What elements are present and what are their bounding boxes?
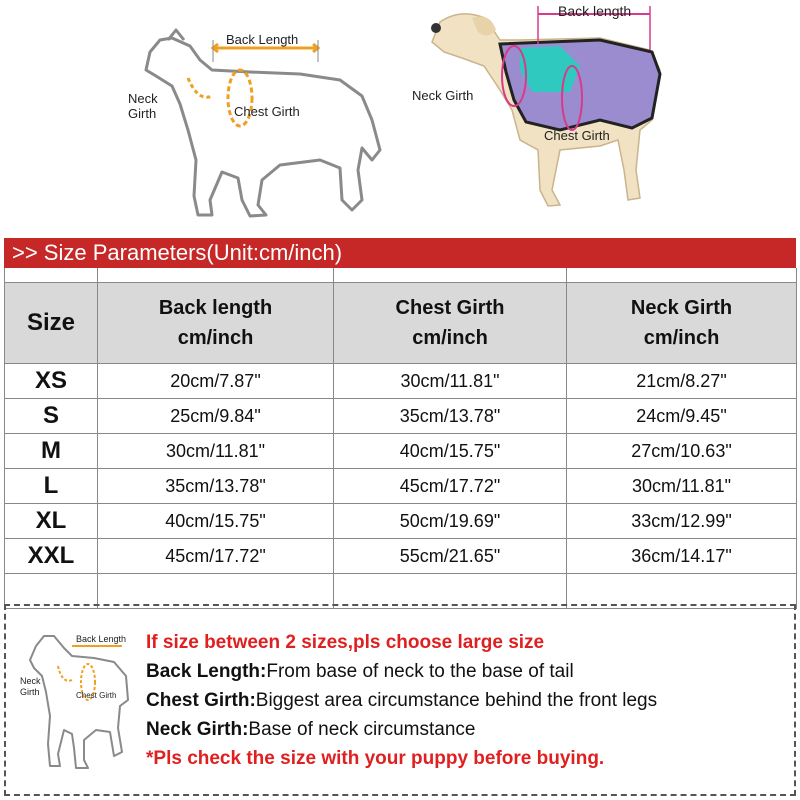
right-neck-label: Neck Girth <box>412 88 474 103</box>
header-neck-girth <box>567 283 797 364</box>
size-cell: XS <box>5 364 98 399</box>
notes-text <box>146 628 786 773</box>
neck-girth-text: Base of neck circumstance <box>248 719 476 740</box>
check-size-warning: *Pls check the size with your puppy before buying. <box>146 748 605 769</box>
left-chest-label: Chest Girth <box>234 104 300 119</box>
back-cell: 20cm/7.87" <box>98 364 334 399</box>
chest-girth-title: Chest Girth: <box>146 690 256 711</box>
size-parameters-banner: >> Size Parameters(Unit:cm/inch) <box>4 238 796 268</box>
left-neck-label-2: Girth <box>128 106 157 121</box>
chest-cell: 30cm/11.81" <box>334 364 567 399</box>
neck-girth-note <box>146 715 786 744</box>
neck-cell: 36cm/14.17" <box>567 539 797 574</box>
neck-cell: 24cm/9.45" <box>567 399 797 434</box>
neck-cell: 27cm/10.63" <box>567 434 797 469</box>
top-illustrations <box>0 0 800 232</box>
table-row <box>5 364 797 399</box>
size-cell: S <box>5 399 98 434</box>
chest-cell: 40cm/15.75" <box>334 434 567 469</box>
back-cell: 25cm/9.84" <box>98 399 334 434</box>
size-cell: M <box>5 434 98 469</box>
header-back-length <box>98 283 334 364</box>
table-row <box>5 399 797 434</box>
back-length-note <box>146 657 786 686</box>
header-chest-girth <box>334 283 567 364</box>
header-chest-line2: cm/inch <box>412 327 488 349</box>
chest-cell: 45cm/17.72" <box>334 469 567 504</box>
neck-cell: 21cm/8.27" <box>567 364 797 399</box>
header-neck-line2: cm/inch <box>643 327 720 349</box>
measuring-notes-panel <box>4 604 796 796</box>
table-spacer-row <box>5 268 797 283</box>
right-back-length-label: Back length <box>558 3 632 19</box>
table-header-row <box>5 283 797 364</box>
header-size: Size <box>5 283 98 364</box>
back-length-title: Back Length: <box>146 661 267 682</box>
size-cell: XL <box>5 504 98 539</box>
header-neck-line1: Neck Girth <box>630 297 733 319</box>
mini-neck-label-2: Girth <box>20 687 40 697</box>
neck-cell: 30cm/11.81" <box>567 469 797 504</box>
left-back-length-label: Back Length <box>226 32 299 47</box>
chest-cell: 35cm/13.78" <box>334 399 567 434</box>
header-back-line1: Back length <box>158 297 273 319</box>
dog-with-coat-illustration <box>431 6 660 206</box>
chest-girth-note <box>146 686 786 715</box>
size-tip: If size between 2 sizes,pls choose large size <box>146 632 545 653</box>
size-table <box>4 268 796 609</box>
dog-measure-diagrams <box>0 0 800 232</box>
chest-cell: 55cm/21.65" <box>334 539 567 574</box>
back-length-text: From base of neck to the base of tail <box>266 661 574 682</box>
table-row <box>5 504 797 539</box>
left-neck-label-1: Neck <box>128 91 158 106</box>
mini-back-label: Back Length <box>76 634 127 644</box>
mini-neck-label-1: Neck <box>20 676 41 686</box>
size-cell: XXL <box>5 539 98 574</box>
table-row <box>5 539 797 574</box>
header-chest-line1: Chest Girth <box>395 297 505 319</box>
size-cell: L <box>5 469 98 504</box>
table-row <box>5 469 797 504</box>
back-cell: 45cm/17.72" <box>98 539 334 574</box>
back-cell: 35cm/13.78" <box>98 469 334 504</box>
back-cell: 40cm/15.75" <box>98 504 334 539</box>
mini-dog-diagram <box>14 620 144 790</box>
table-row <box>5 434 797 469</box>
right-chest-label: Chest Girth <box>544 128 610 143</box>
back-cell: 30cm/11.81" <box>98 434 334 469</box>
chest-girth-text: Biggest area circumstance behind the front legs <box>255 690 658 711</box>
neck-cell: 33cm/12.99" <box>567 504 797 539</box>
outline-dog-illustration <box>146 30 380 216</box>
header-back-line2: cm/inch <box>177 327 254 349</box>
neck-girth-title: Neck Girth: <box>146 719 249 740</box>
mini-chest-label: Chest Girth <box>76 691 117 700</box>
chest-cell: 50cm/19.69" <box>334 504 567 539</box>
